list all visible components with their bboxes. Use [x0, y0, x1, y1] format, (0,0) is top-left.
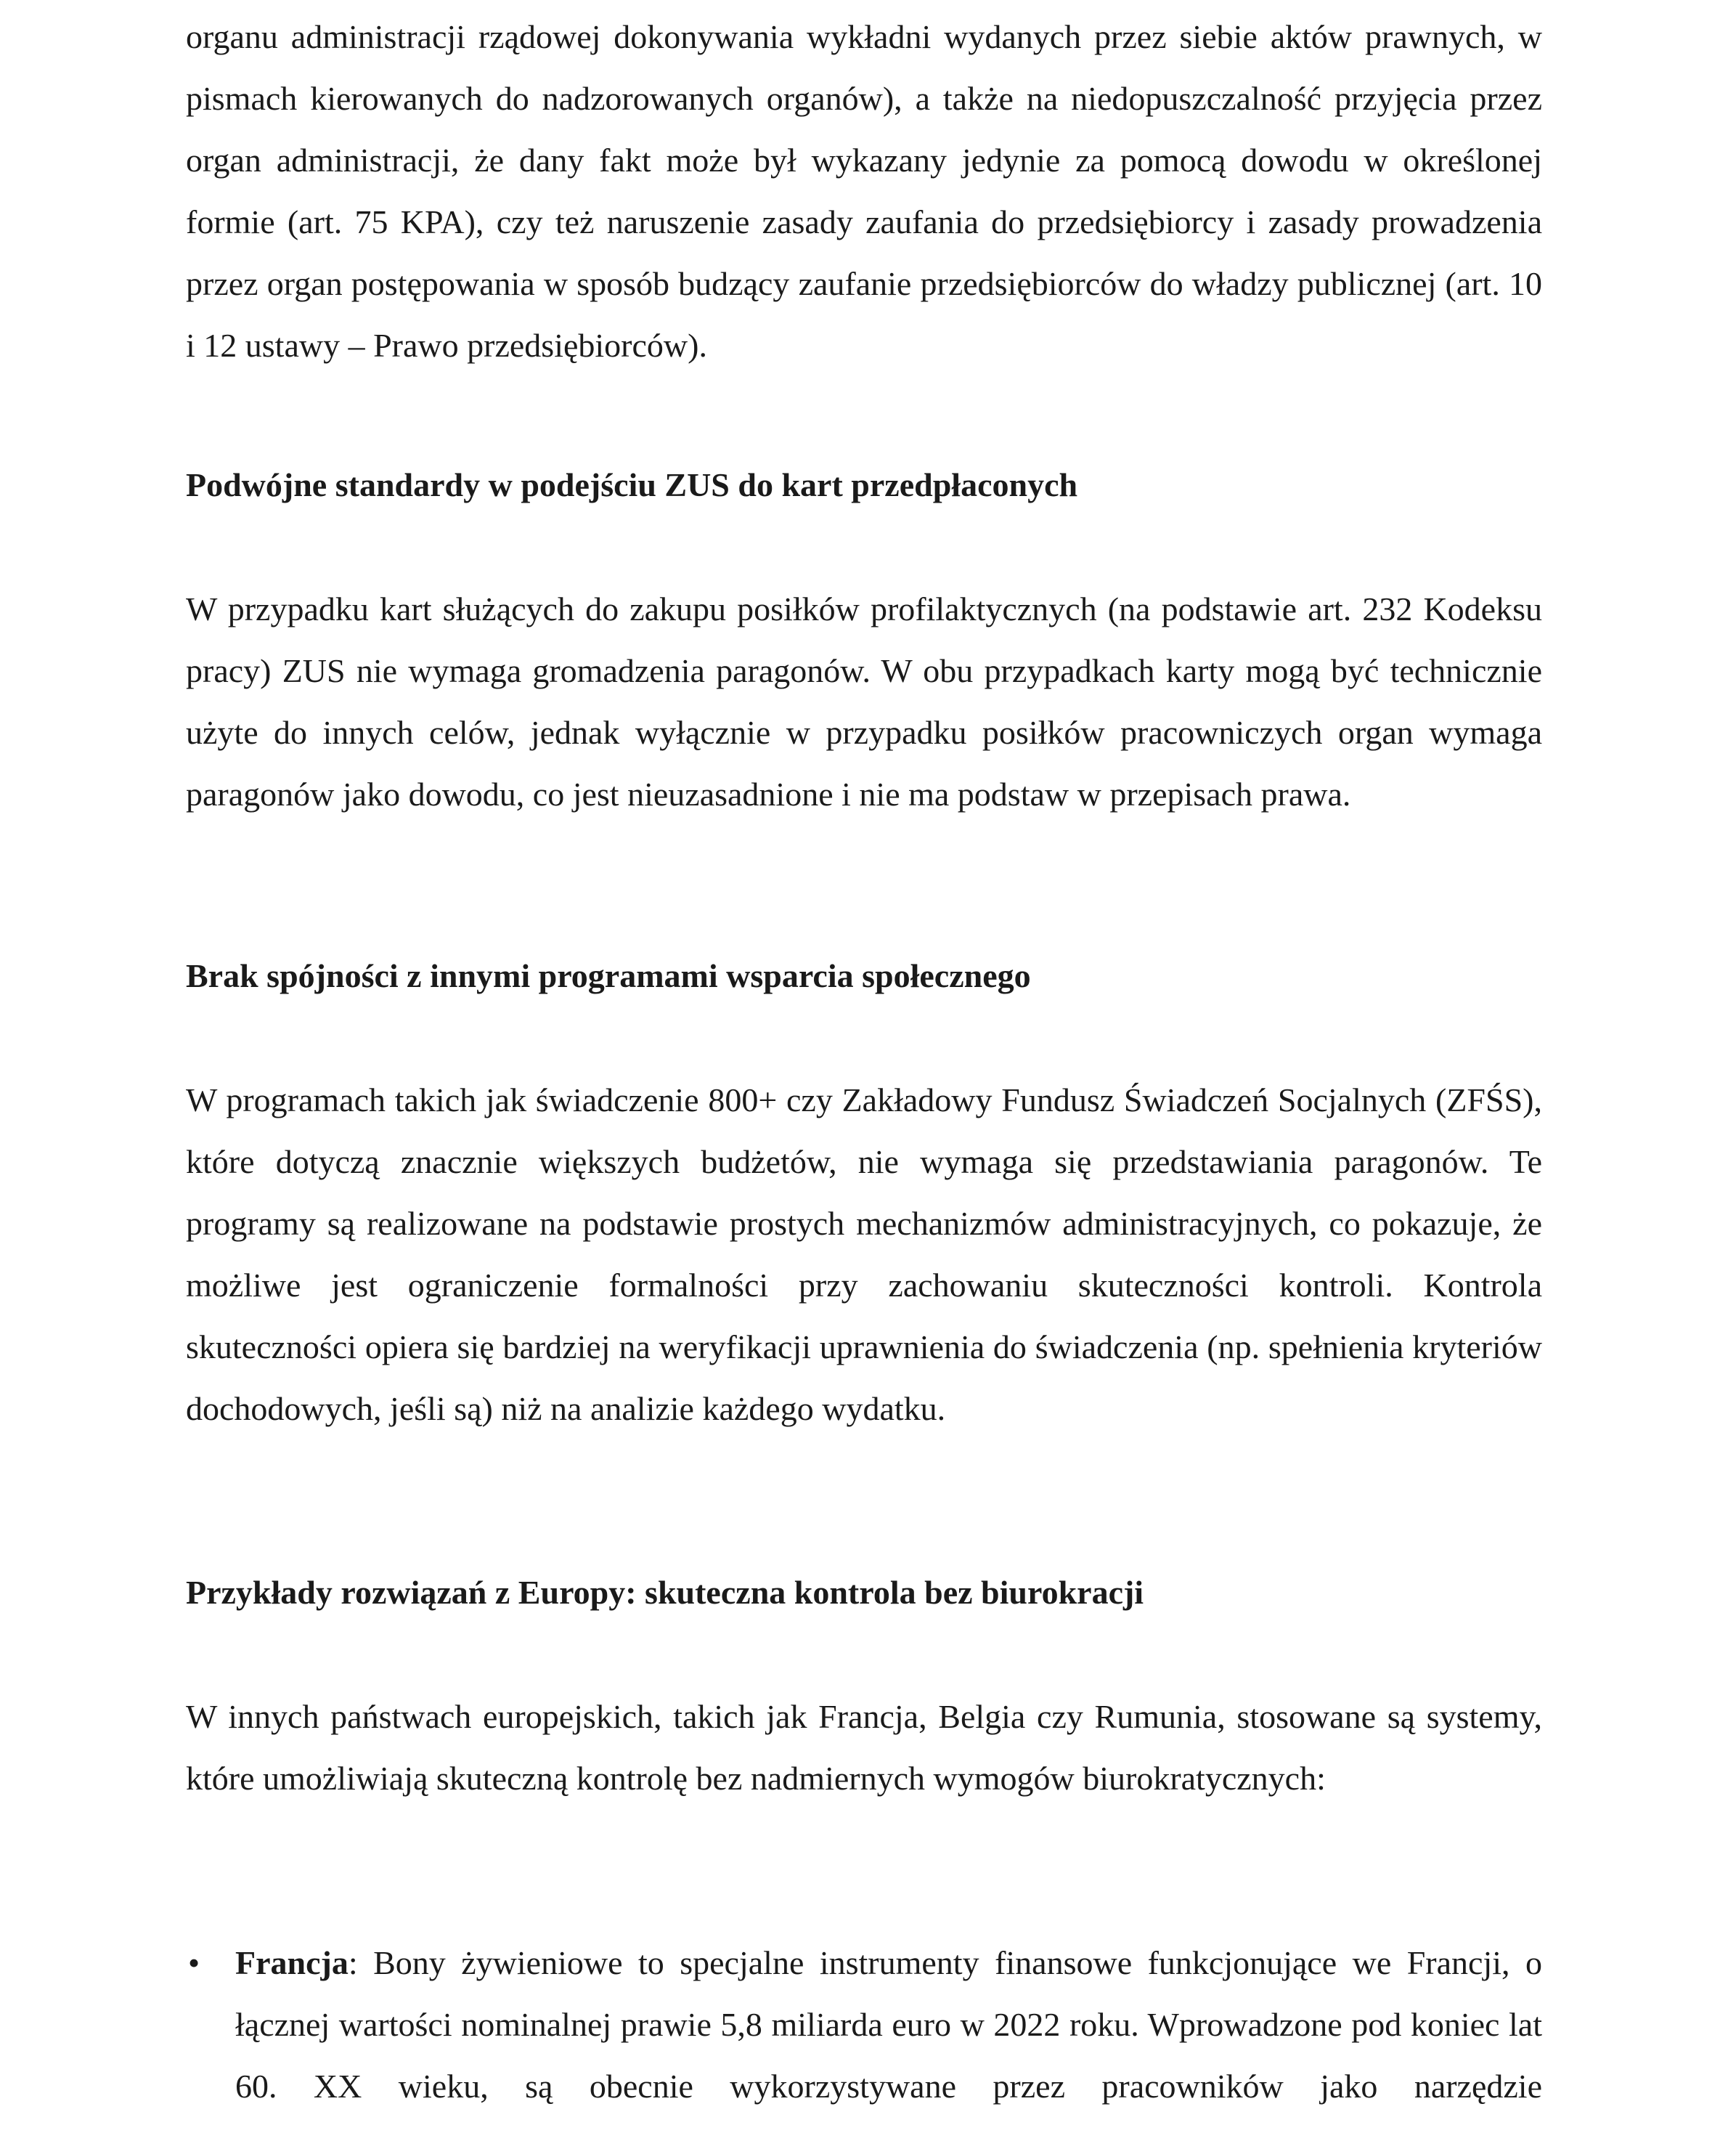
bullet-body: : Bony żywieniowe to specjalne instrumenty finansowe funkcjonujące we Francji, o łącznej wartości nominalnej prawie 5,8 miliarda euro w 2022 roku. Wprowadzone pod koniec lat 60. XX wieku, są obecnie wykorzystywane przez pracowników jako narzędzie: [235, 1944, 1542, 2105]
section-heading-inconsistency: Brak spójności z innymi programami wsparcia społecznego: [186, 957, 1031, 994]
intro-paragraph: organu administracji rządowej dokonywania wykładni wydanych przez siebie aktów prawnych, w pismach kierowanych do nadzorowanych organów), a także na niedopuszczalność przyjęcia przez organ administracji, że dany fakt może był wykazany jedynie za pomocą dowodu w określonej formie (art. 75 KPA), czy też naruszenie zasady zaufania do przedsiębiorcy i zasady prowadzenia przez organ postępowania w sposób budzący zaufanie przedsiębiorców do władzy publicznej (art. 10 i 12 ustawy – Prawo przedsiębiorców).: [186, 18, 1542, 364]
list-item-france: [235, 1932, 1542, 2117]
paragraph-social-programs: W programach takich jak świadczenie 800+ czy Zakładowy Fundusz Świadczeń Socjalnych (ZFŚS), które dotyczą znacznie większych budżetów, nie wymaga się przedstawiania paragonów. Te programy są realizowane na podstawie prostych mechanizmów administracyjnych, co pokazuje, że możliwe jest ograniczenie formalności przy zachowaniu skuteczności kontroli. Kontrola skuteczności opiera się bardziej na weryfikacji uprawnienia do świadczenia (np. spełnienia kryteriów dochodowych, jeśli są) niż na analizie każdego wydatku.: [186, 1081, 1542, 1427]
paragraph-prepaid-cards: W przypadku kart służących do zakupu posiłków profilaktycznych (na podstawie art. 232 Kodeksu pracy) ZUS nie wymaga gromadzenia paragonów. W obu przypadkach karty mogą być technicznie użyte do innych celów, jednak wyłącznie w przypadku posiłków pracowniczych organ wymaga paragonów jako dowodu, co jest nieuzasadnione i nie ma podstaw w przepisach prawa.: [186, 590, 1542, 813]
bullet-marker: •: [188, 1944, 200, 1981]
paragraph-europe-intro: W innych państwach europejskich, takich jak Francja, Belgia czy Rumunia, stosowane są systemy, które umożliwiają skuteczną kontrolę bez nadmiernych wymogów biurokratycznych:: [186, 1698, 1542, 1797]
bullet-term: Francja: [235, 1944, 349, 1981]
section-heading-double-standards: Podwójne standardy w podejściu ZUS do kart przedpłaconych: [186, 466, 1078, 503]
section-heading-europe-examples: Przykłady rozwiązań z Europy: skuteczna kontrola bez biurokracji: [186, 1574, 1144, 1611]
